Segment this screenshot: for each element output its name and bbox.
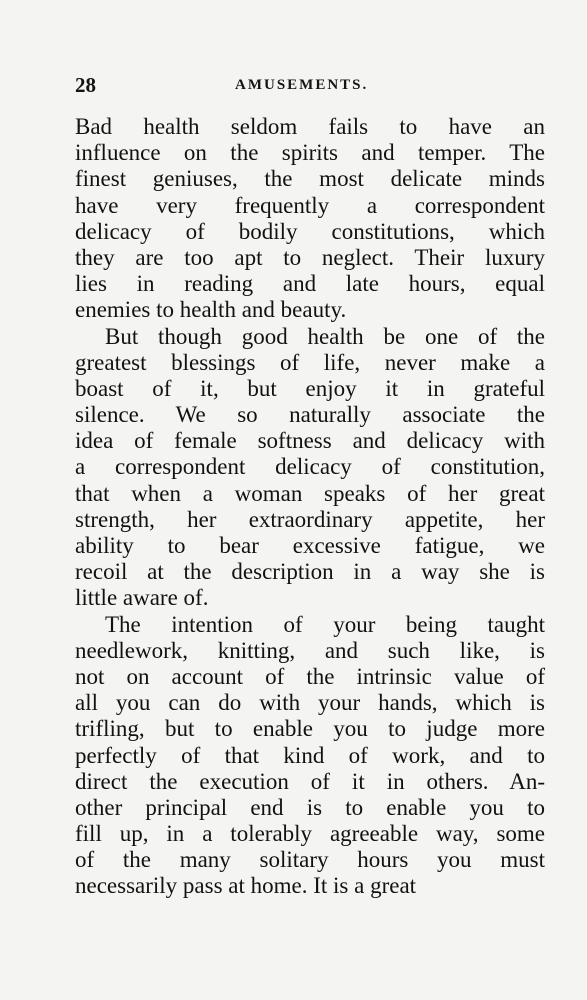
- text-line: boast of it, but enjoy it in grateful: [75, 375, 545, 401]
- text-line: not on account of the intrinsic value of: [75, 663, 545, 689]
- page-number: 28: [75, 73, 96, 97]
- text-line: strength, her extraordinary appetite, her: [75, 506, 545, 532]
- text-line: enemies to health and beauty.: [75, 297, 347, 323]
- text-line: Bad health seldom fails to have an: [75, 114, 545, 139]
- text-line: fill up, in a tolerably agreeable way, some: [75, 821, 545, 847]
- text-line: of the many solitary hours you must: [75, 847, 545, 873]
- text-line: The intention of your being taught: [105, 611, 545, 637]
- text-line: idea of female softness and delicacy with: [75, 428, 545, 454]
- text-line: delicacy of bodily constitutions, which: [75, 218, 545, 244]
- text-line: perfectly of that kind of work, and to: [75, 742, 545, 768]
- body-text: [75, 114, 545, 900]
- text-line: that when a woman speaks of her great: [75, 480, 545, 506]
- text-line: But though good health be one of the: [105, 323, 545, 349]
- paragraph: [75, 612, 545, 900]
- text-line: a correspondent delicacy of constitution,: [75, 454, 545, 480]
- text-line: recoil at the description in a way she is: [75, 559, 545, 585]
- text-line: all you can do with your hands, which is: [75, 690, 545, 716]
- paragraph: [75, 324, 545, 612]
- text-line: lies in reading and late hours, equal: [75, 271, 545, 297]
- text-line: necessarily pass at home. It is a great: [75, 873, 417, 899]
- text-line: silence. We so naturally associate the: [75, 402, 545, 428]
- text-line: trifling, but to enable you to judge more: [75, 716, 545, 742]
- text-line: needlework, knitting, and such like, is: [75, 637, 545, 663]
- page-header: [75, 73, 545, 99]
- text-line: finest geniuses, the most delicate minds: [75, 166, 545, 192]
- text-line: direct the execution of it in others. An-: [75, 768, 545, 794]
- text-line: have very frequently a correspondent: [75, 192, 545, 218]
- running-head: AMUSEMENTS.: [235, 77, 369, 93]
- paragraph: [75, 114, 545, 324]
- text-line: they are too apt to neglect. Their luxury: [75, 244, 545, 270]
- text-line: influence on the spirits and temper. The: [75, 140, 545, 166]
- text-line: greatest blessings of life, never make a: [75, 349, 545, 375]
- text-line: ability to bear excessive fatigue, we: [75, 533, 545, 558]
- text-line: other principal end is to enable you to: [75, 794, 545, 820]
- text-line: little aware of.: [75, 585, 209, 611]
